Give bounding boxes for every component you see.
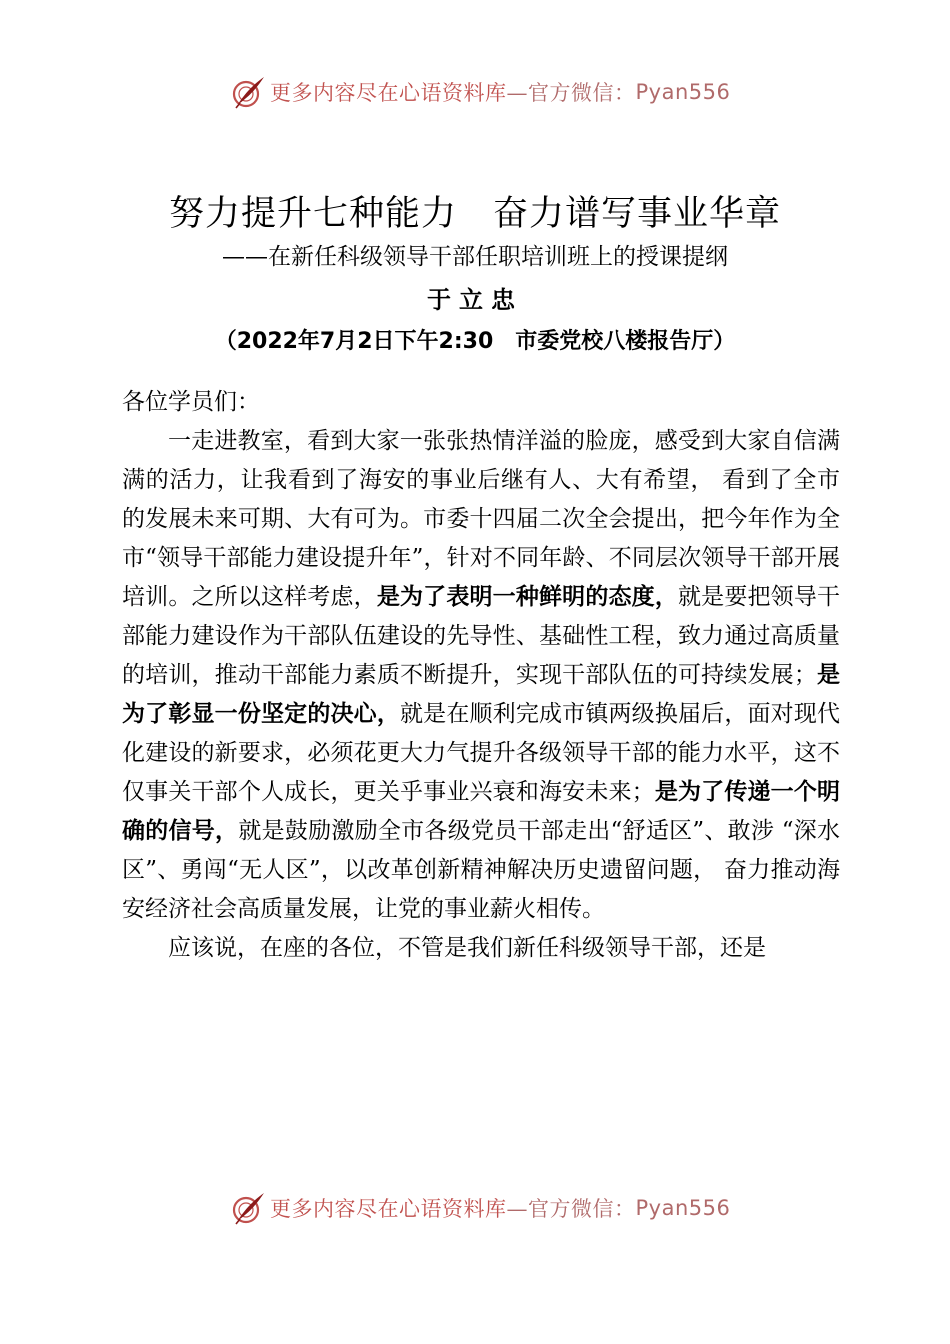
banner-main-text: 更多内容尽在心语资料库 <box>270 81 507 105</box>
paragraph-1-text-c: 就是在顺利完成市镇两级换届后，面对现代化建设的新要求，必须花更大力气提升各级领导干部的能力水平，这不仅事关干部个人成长，更关乎事业兴衰和海安未来； <box>122 701 841 805</box>
banner-main-text: 更多内容尽在心语资料库 <box>270 1197 507 1221</box>
banner-sub-text: —官方微信： <box>506 81 636 105</box>
emphasis-attitude: 是为了表明一种鲜明的态度， <box>376 584 679 610</box>
paragraph-1-text-a: 一走进教室，看到大家一张张热情洋溢的脸庞，感受到大家自信满满的活力，让我看到了海安的事业后继有人、大有希望， 看到了全市的发展未来可期、大有可为。市委十四届二次全会提出，把今年作为全市“领导干部能力建设提升年”，针对不同年龄、不同层次领导干部开展培训。之所以这样考虑， <box>122 428 840 610</box>
feather-pen-logo-icon <box>230 74 266 110</box>
document-title: 努力提升七种能力 奋力谱写事业华章 <box>168 194 781 234</box>
banner-wechat-id: Pyan556 <box>635 80 731 104</box>
document-body <box>122 383 840 968</box>
feather-pen-logo-icon <box>230 1190 266 1226</box>
paragraph-1-text-d: 就是鼓励激励全市各级党员干部走出“舒适区”、敢涉 “深水区”、勇闯“无人区”，以改革创新精神解决历史遗留问题， 奋力推动海安经济社会高质量发展，让党的事业薪火相传。 <box>122 818 841 922</box>
banner-sub-text: —官方微信： <box>506 1197 636 1221</box>
emphasis-signal: 是为了传递一个明确的信号， <box>122 779 841 844</box>
paragraph-1-text-b: 就是要把领导干部能力建设作为干部队伍建设的先导性、基础性工程，致力通过高质量的培训，推动干部能力素质不断提升，实现干部队伍的可持续发展； <box>122 584 841 688</box>
paragraph-2: 应该说，在座的各位，不管是我们新任科级领导干部，还是 <box>168 935 766 961</box>
footer-watermark-banner <box>230 1188 750 1228</box>
document-subtitle: ——在新任科级领导干部任职培训班上的授课提纲 <box>222 244 728 270</box>
paragraph-1 <box>122 422 840 929</box>
header-watermark-banner <box>230 72 750 112</box>
document-author: 于立忠 <box>427 286 523 314</box>
document-dateline: （2022年7月2日下午2:30 市委党校八楼报告厅） <box>214 329 736 354</box>
banner-wechat-id: Pyan556 <box>635 1196 731 1220</box>
emphasis-determination: 是为了彰显一份坚定的决心， <box>122 662 841 727</box>
salutation: 各位学员们： <box>122 389 260 415</box>
